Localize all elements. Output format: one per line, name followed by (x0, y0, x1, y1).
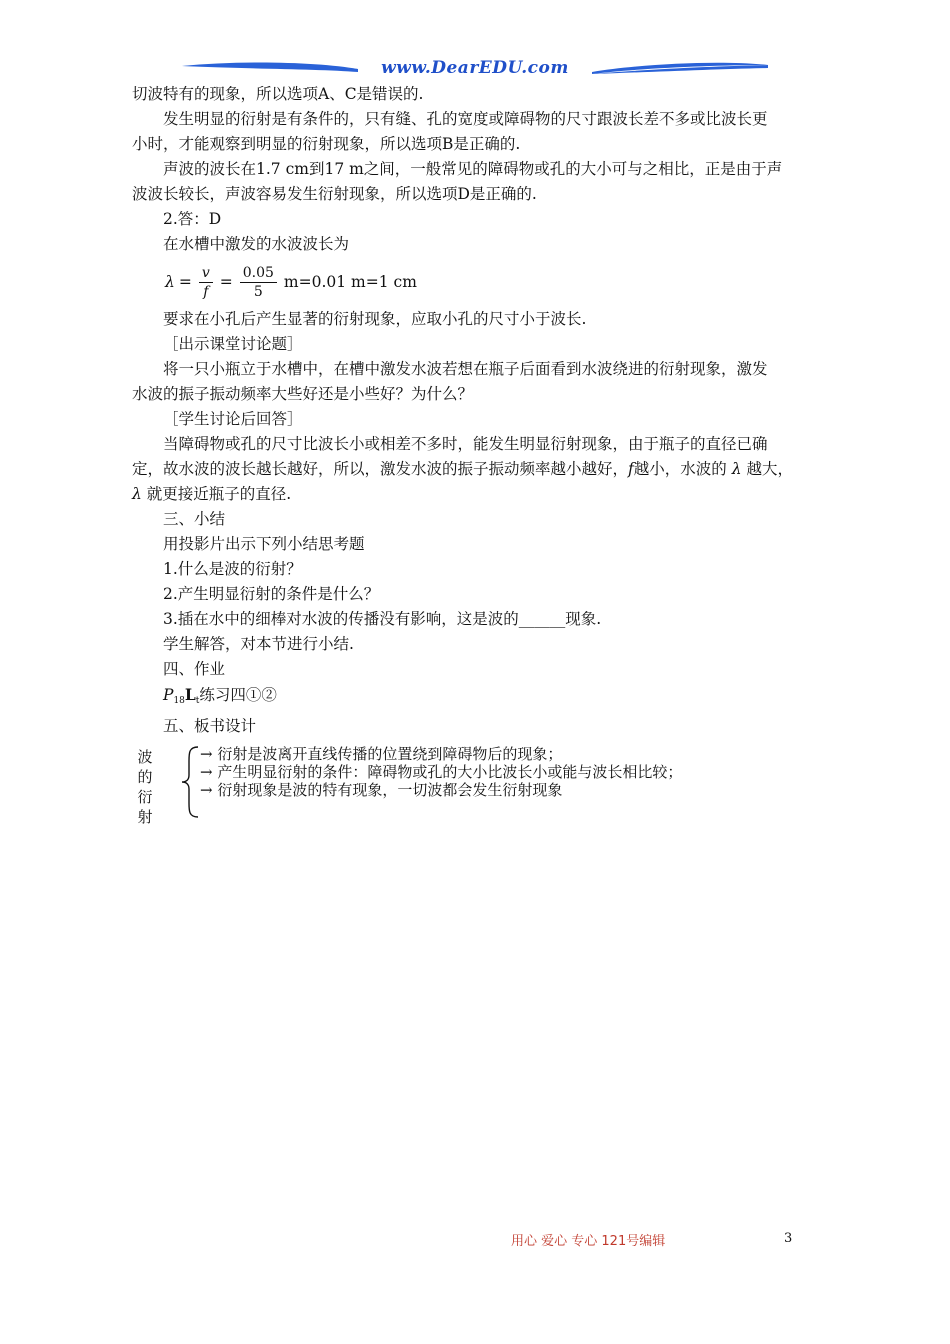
text-line: 声波的波长在1.7 cm到17 m之间，一般常见的障碍物或孔的大小可与之相比，正是由于声 (163, 160, 783, 178)
text-line: 波波长较长，声波容易发生衍射现象，所以选项D是正确的. (132, 185, 537, 203)
section-heading: 四、作业 (163, 660, 226, 678)
lesson-symbol: L (184, 685, 196, 704)
text-line: 切波特有的现象，所以选项A、C是错误的. (132, 85, 424, 103)
board-item: → 产生明显衍射的条件：障碍物或孔的大小比波长小或能与波长相比较； (200, 763, 683, 781)
page-header (180, 56, 770, 84)
board-title-char: 衍 (137, 788, 153, 806)
text-line (132, 457, 822, 482)
text-span: 就更接近瓶子的直径. (146, 485, 292, 503)
lambda-symbol: λ (731, 460, 742, 478)
text-span: 越大， (746, 460, 793, 478)
fraction-denominator: 5 (253, 283, 263, 300)
lambda-symbol: λ (132, 485, 142, 503)
text-line (132, 482, 822, 507)
board-title-char: 的 (137, 768, 153, 786)
curly-brace-icon (180, 745, 202, 819)
text-line: 发生明显的衍射是有条件的，只有缝、孔的宽度或障碍物的尺寸跟波长差不多或比波长更 (163, 110, 768, 128)
section-heading: 三、小结 (163, 510, 226, 528)
text-line: ［出示课堂讨论题］ (163, 335, 303, 353)
site-logo-text[interactable]: www.DearEDU.com (381, 58, 569, 78)
footer-text: 用心 爱心 专心 121号编辑 (511, 1234, 666, 1249)
text-span: 定，故水波的波长越长越好，所以，激发水波的振子振动频率越小越好， (132, 460, 629, 478)
fraction-denominator: f (203, 283, 209, 300)
text-line: 将一只小瓶立于水槽中，在槽中激发水波若想在瓶子后面看到水波绕进的衍射现象，激发 (163, 360, 768, 378)
board-title-char: 波 (137, 748, 153, 766)
text-line: 当障碍物或孔的尺寸比波长小或相差不多时，能发生明显衍射现象，由于瓶子的直径已确 (163, 435, 768, 453)
wavelength-formula (132, 257, 822, 307)
page-symbol: P (163, 686, 174, 704)
board-item: → 衍射是波离开直线传播的位置绕到障碍物后的现象； (200, 745, 563, 763)
formula-result: m=0.01 m=1 cm (283, 273, 417, 291)
text-span: 越小，水波的 (633, 460, 727, 478)
homework-text: 练习四①② (199, 686, 277, 704)
fraction-numerator: 0.05 (240, 264, 277, 283)
homework-line (132, 682, 822, 714)
text-line: 学生解答，对本节进行小结. (163, 635, 354, 653)
board-title (135, 747, 155, 827)
text-line: 在水槽中激发的水波波长为 (163, 235, 350, 253)
board-title-char: 射 (137, 808, 153, 826)
frequency-symbol: f (628, 460, 634, 478)
text-line: ［学生讨论后回答］ (163, 410, 303, 428)
text-line: 小时，才能观察到明显的衍射现象，所以选项B是正确的. (132, 135, 521, 153)
page-number: 3 (784, 1231, 793, 1246)
document-body (132, 82, 822, 739)
equals-sign: = (219, 273, 233, 291)
blackboard-design (132, 745, 832, 835)
page-subscript: 18 (173, 696, 185, 706)
question-1: 1.什么是波的衍射？ (163, 560, 302, 578)
text-line: 2.答：D (163, 210, 222, 228)
question-3: 3.插在水中的细棒对水波的传播没有影响，这是波的______现象. (163, 610, 602, 628)
board-item: → 衍射现象是波的特有现象，一切波都会发生衍射现象 (200, 781, 563, 799)
fraction-v-over-f (199, 264, 213, 301)
fraction-numeric (240, 264, 277, 301)
section-heading: 五、板书设计 (163, 717, 257, 735)
lambda-symbol: λ (165, 273, 175, 291)
question-2: 2.产生明显衍射的条件是什么？ (163, 585, 380, 603)
equals-sign: = (178, 273, 192, 291)
text-line: 用投影片出示下列小结思考题 (163, 535, 365, 553)
fraction-numerator: v (199, 264, 213, 283)
text-line: 水波的振子振动频率大些好还是小些好？为什么？ (132, 385, 474, 403)
text-line: 要求在小孔后产生显著的衍射现象，应取小孔的尺寸小于波长. (163, 310, 587, 328)
lesson-subscript: t (195, 696, 200, 706)
